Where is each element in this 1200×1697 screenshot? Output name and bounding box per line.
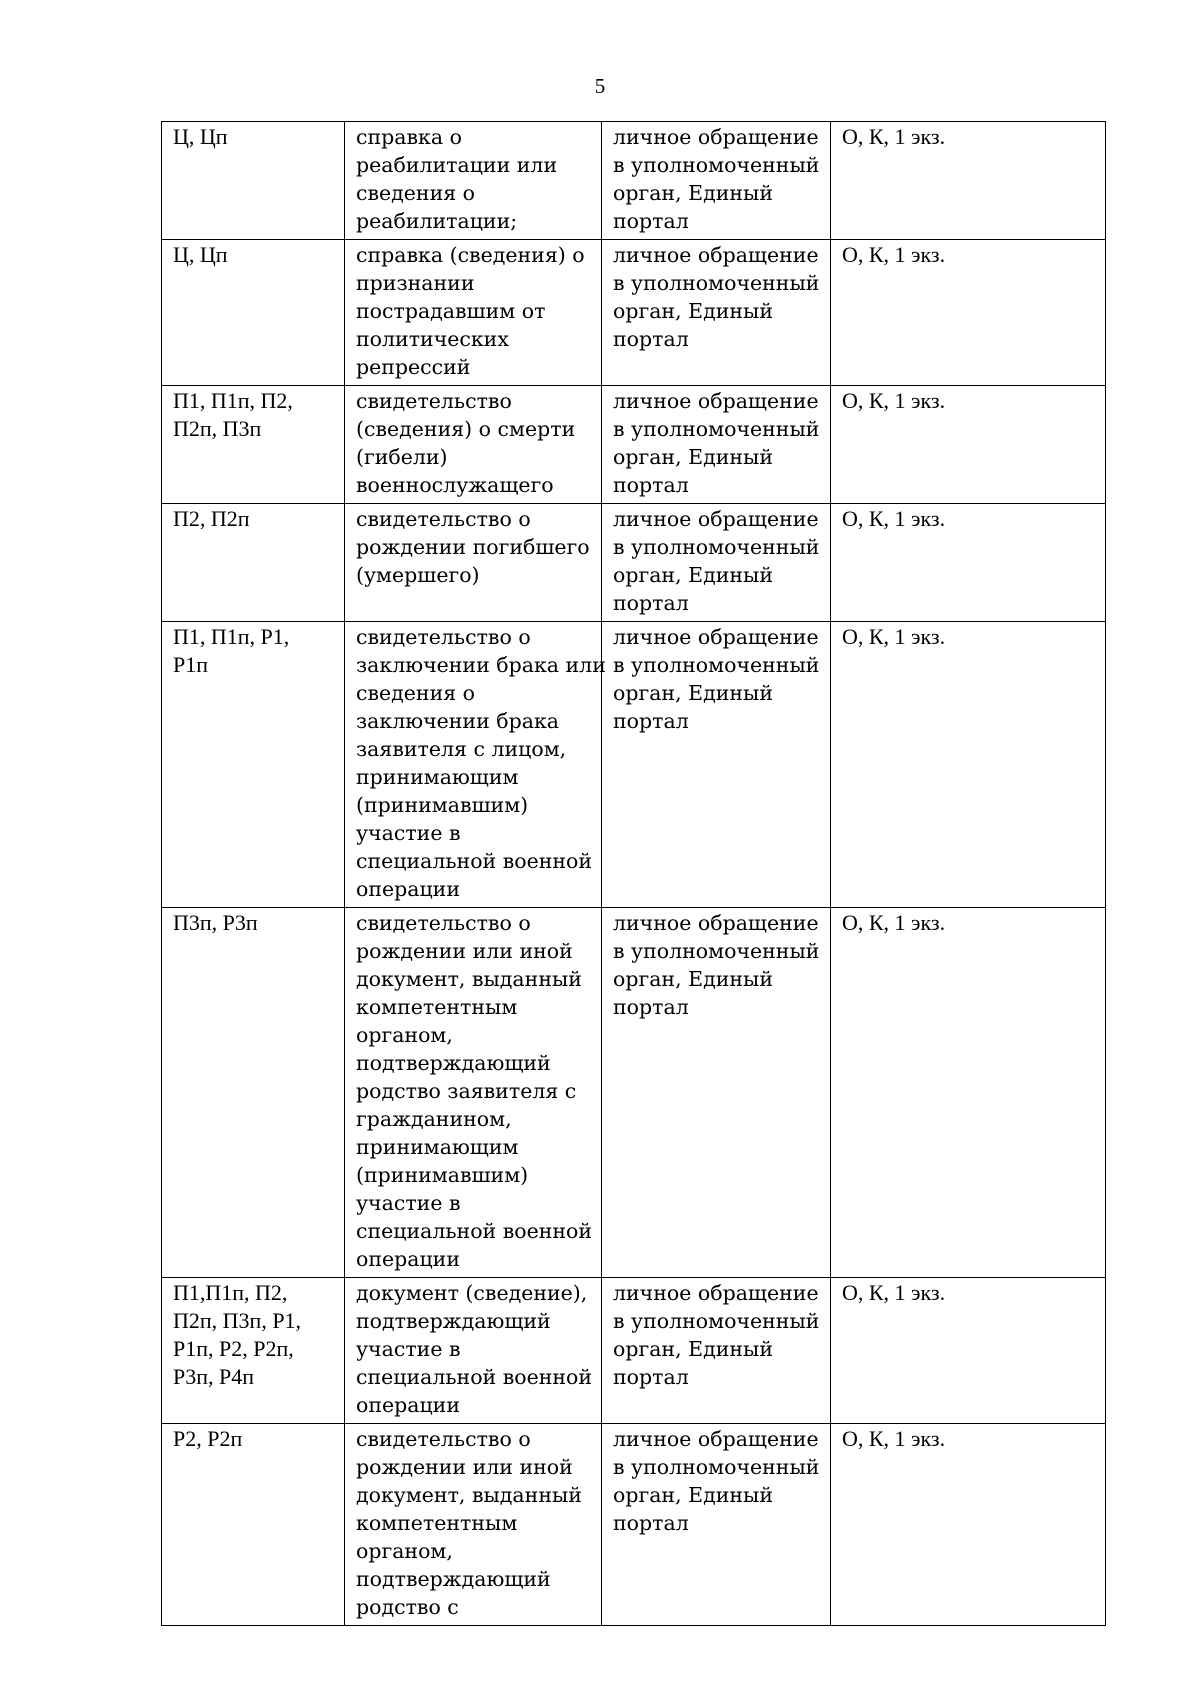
table-row — [162, 122, 1106, 240]
cell-text-line: орган, Единый — [613, 181, 774, 205]
cell-text-line: в уполномоченный — [613, 653, 820, 677]
cell-text-line: П1, П1п, П2, — [173, 388, 293, 413]
cell-text-line: справка о — [356, 125, 462, 149]
cell-text-line: П1,П1п, П2, — [173, 1280, 288, 1305]
cell-text-line: орган, Единый — [613, 1337, 774, 1361]
cell-text-line: документ, выданный — [356, 967, 582, 991]
cell-text-line: специальной военной — [356, 1365, 593, 1389]
cell-text-line: (гибели) — [356, 445, 448, 469]
cell-text-line: П2, П2п — [173, 506, 250, 531]
cell-text-line: орган, Единый — [613, 1483, 774, 1507]
document-name-cell — [345, 908, 602, 1278]
cell-text-line: портал — [613, 709, 689, 733]
document-form-cell — [831, 1424, 1106, 1626]
category-codes-cell — [162, 1424, 345, 1626]
cell-text-line: О, К, 1 экз. — [842, 910, 946, 935]
cell-text-line: О, К, 1 экз. — [842, 1280, 946, 1305]
document-name-cell — [345, 122, 602, 240]
cell-text-line: гражданином, — [356, 1107, 512, 1131]
cell-text-line: портал — [613, 209, 689, 233]
document-name-cell — [345, 504, 602, 622]
cell-text-line: родство с — [356, 1595, 459, 1619]
cell-text-line: Р1п — [173, 652, 209, 677]
cell-text-line: операции — [356, 1393, 460, 1417]
document-name-cell — [345, 386, 602, 504]
cell-text-line: О, К, 1 экз. — [842, 388, 946, 413]
document-name-cell — [345, 622, 606, 908]
cell-text-line: пострадавшим от — [356, 299, 546, 323]
cell-text-line: орган, Единый — [613, 967, 774, 991]
cell-text-line: операции — [356, 877, 460, 901]
cell-text-line: свидетельство — [356, 389, 512, 413]
cell-text-line: личное обращение — [613, 125, 819, 149]
page-number: 5 — [594, 74, 606, 98]
cell-text-line: портал — [613, 1365, 689, 1389]
cell-text-line: личное обращение — [613, 1281, 819, 1305]
cell-text-line: личное обращение — [613, 625, 819, 649]
cell-text-line: (принимавшим) — [356, 793, 529, 817]
table-row — [162, 504, 1106, 622]
cell-text-line: подтверждающий — [356, 1567, 551, 1591]
document-form-cell — [831, 622, 1106, 908]
cell-text-line: П2п, П3п, Р1, — [173, 1308, 302, 1333]
document-form-cell — [831, 1278, 1106, 1424]
cell-text-line: в уполномоченный — [613, 939, 820, 963]
cell-text-line: реабилитации или — [356, 153, 558, 177]
cell-text-line: Р1п, Р2, Р2п, — [173, 1336, 294, 1361]
cell-text-line: Ц, Цп — [173, 242, 228, 267]
document-name-cell — [345, 1424, 602, 1626]
table-row — [162, 240, 1106, 386]
cell-text-line: (принимавшим) — [356, 1163, 529, 1187]
table-row — [162, 1278, 1106, 1424]
cell-text-line: репрессий — [356, 355, 471, 379]
cell-text-line: рождении или иной — [356, 939, 573, 963]
category-codes-cell — [162, 622, 345, 908]
category-codes-cell — [162, 122, 345, 240]
table-row — [162, 1424, 1106, 1626]
submission-method-cell — [602, 622, 831, 908]
table-row — [162, 908, 1106, 1278]
cell-text-line: портал — [613, 327, 689, 351]
cell-text-line: личное обращение — [613, 507, 819, 531]
cell-text-line: портал — [613, 473, 689, 497]
cell-text-line: принимающим — [356, 765, 519, 789]
submission-method-cell — [602, 240, 831, 386]
cell-text-line: (сведения) о смерти — [356, 417, 576, 441]
table-row — [162, 386, 1106, 504]
table-body — [162, 122, 1106, 1626]
submission-method-cell — [602, 1424, 831, 1626]
category-codes-cell — [162, 908, 345, 1278]
cell-text-line: компетентным — [356, 1511, 518, 1535]
cell-text-line: документ, выданный — [356, 1483, 582, 1507]
cell-text-line: Р2, Р2п — [173, 1426, 243, 1451]
cell-text-line: свидетельство о — [356, 911, 531, 935]
cell-text-line: свидетельство о — [356, 1427, 531, 1451]
cell-text-line: справка (сведения) о — [356, 243, 585, 267]
submission-method-cell — [602, 908, 831, 1278]
cell-text-line: принимающим — [356, 1135, 519, 1159]
cell-text-line: участие в — [356, 1337, 461, 1361]
document-form-cell — [831, 122, 1106, 240]
document-form-cell — [831, 240, 1106, 386]
cell-text-line: О, К, 1 экз. — [842, 242, 946, 267]
cell-text-line: портал — [613, 591, 689, 615]
cell-text-line: органом, — [356, 1539, 453, 1563]
cell-text-line: в уполномоченный — [613, 1309, 820, 1333]
cell-text-line: О, К, 1 экз. — [842, 506, 946, 531]
cell-text-line: О, К, 1 экз. — [842, 124, 946, 149]
category-codes-cell — [162, 1278, 345, 1424]
cell-text-line: рождении погибшего — [356, 535, 590, 559]
cell-text-line: в уполномоченный — [613, 535, 820, 559]
category-codes-cell — [162, 386, 345, 504]
cell-text-line: рождении или иной — [356, 1455, 573, 1479]
cell-text-line: документ (сведение), — [356, 1281, 588, 1305]
cell-text-line: П1, П1п, Р1, — [173, 624, 290, 649]
cell-text-line: в уполномоченный — [613, 271, 820, 295]
cell-text-line: О, К, 1 экз. — [842, 624, 946, 649]
cell-text-line: военнослужащего — [356, 473, 554, 497]
cell-text-line: политических — [356, 327, 509, 351]
document-form-cell — [831, 504, 1106, 622]
cell-text-line: Ц, Цп — [173, 124, 228, 149]
cell-text-line: портал — [613, 1511, 689, 1535]
cell-text-line: родство заявителя с — [356, 1079, 577, 1103]
cell-text-line: заключении брака — [356, 709, 559, 733]
documents-table — [161, 121, 1106, 1626]
cell-text-line: орган, Единый — [613, 563, 774, 587]
category-codes-cell — [162, 504, 345, 622]
cell-text-line: сведения о — [356, 181, 476, 205]
cell-text-line: (умершего) — [356, 563, 480, 587]
cell-text-line: сведения о — [356, 681, 476, 705]
cell-text-line: личное обращение — [613, 1427, 819, 1451]
cell-text-line: реабилитации; — [356, 209, 518, 233]
cell-text-line: орган, Единый — [613, 445, 774, 469]
category-codes-cell — [162, 240, 345, 386]
document-form-cell — [831, 908, 1106, 1278]
cell-text-line: П2п, П3п — [173, 416, 262, 441]
cell-text-line: специальной военной — [356, 849, 593, 873]
cell-text-line: заявителя с лицом, — [356, 737, 567, 761]
cell-text-line: подтверждающий — [356, 1051, 551, 1075]
cell-text-line: личное обращение — [613, 389, 819, 413]
cell-text-line: О, К, 1 экз. — [842, 1426, 946, 1451]
cell-text-line: орган, Единый — [613, 299, 774, 323]
submission-method-cell — [602, 1278, 831, 1424]
document-name-cell — [345, 240, 602, 386]
cell-text-line: специальной военной — [356, 1219, 593, 1243]
cell-text-line: Р3п, Р4п — [173, 1364, 255, 1389]
document-name-cell — [345, 1278, 602, 1424]
submission-method-cell — [602, 504, 831, 622]
document-form-cell — [831, 386, 1106, 504]
cell-text-line: портал — [613, 995, 689, 1019]
cell-text-line: П3п, Р3п — [173, 910, 258, 935]
cell-text-line: свидетельство о — [356, 507, 531, 531]
cell-text-line: заключении брака или — [356, 653, 606, 677]
cell-text-line: подтверждающий — [356, 1309, 551, 1333]
cell-text-line: личное обращение — [613, 243, 819, 267]
cell-text-line: признании — [356, 271, 475, 295]
cell-text-line: органом, — [356, 1023, 453, 1047]
submission-method-cell — [602, 386, 831, 504]
submission-method-cell — [602, 122, 831, 240]
cell-text-line: орган, Единый — [613, 681, 774, 705]
cell-text-line: в уполномоченный — [613, 153, 820, 177]
cell-text-line: операции — [356, 1247, 460, 1271]
cell-text-line: участие в — [356, 821, 461, 845]
cell-text-line: свидетельство о — [356, 625, 531, 649]
cell-text-line: в уполномоченный — [613, 417, 820, 441]
cell-text-line: личное обращение — [613, 911, 819, 935]
table-row — [162, 622, 1106, 908]
cell-text-line: участие в — [356, 1191, 461, 1215]
cell-text-line: в уполномоченный — [613, 1455, 820, 1479]
cell-text-line: компетентным — [356, 995, 518, 1019]
